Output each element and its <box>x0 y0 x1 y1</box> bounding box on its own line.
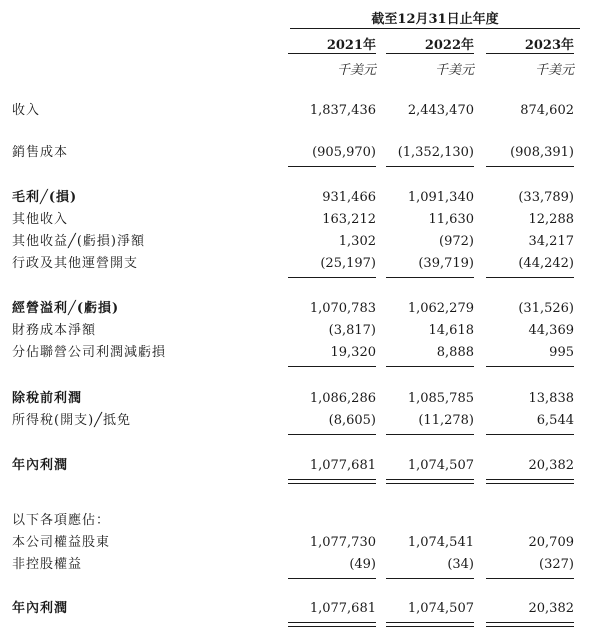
subtotal-rule <box>486 434 574 435</box>
total-double-rule <box>288 622 376 627</box>
row-label: 以下各項應佔： <box>12 513 111 528</box>
subtotal-rule <box>288 366 376 367</box>
row-value-2023: 44,369 <box>528 323 574 338</box>
period-header: 截至12月31日止年度 <box>371 12 499 27</box>
row-value-2021: (905,970) <box>312 145 376 160</box>
row-label: 毛利╱(損) <box>12 190 78 205</box>
table-row-profit-before-tax <box>0 389 597 409</box>
table-row-other-gains <box>0 232 597 252</box>
year-header-2022: 2022年 <box>424 38 474 53</box>
total-double-rule <box>386 622 474 627</box>
row-value-2022: (39,719) <box>418 256 474 271</box>
row-value-2022: (1,352,130) <box>397 145 474 160</box>
row-value-2022: 2,443,470 <box>407 103 474 118</box>
subtotal-rule <box>288 578 376 579</box>
table-row-operating-profit <box>0 299 597 319</box>
row-value-2021: (49) <box>349 557 376 572</box>
table-row-revenue <box>0 101 597 121</box>
subtotal-rule <box>486 166 574 167</box>
row-value-2022: (972) <box>439 234 474 249</box>
row-value-2023: 20,382 <box>528 601 574 616</box>
total-double-rule <box>486 622 574 627</box>
row-value-2021: (3,817) <box>328 323 376 338</box>
row-value-2022: 1,091,340 <box>407 190 474 205</box>
row-value-2022: 1,074,507 <box>407 458 474 473</box>
table-row-non-controlling <box>0 555 597 575</box>
year-header-2023: 2023年 <box>524 38 574 53</box>
row-value-2023: 20,382 <box>528 458 574 473</box>
row-value-2022: (11,278) <box>418 413 474 428</box>
table-row-cost-of-sales <box>0 143 597 163</box>
row-label: 銷售成本 <box>12 145 69 160</box>
row-value-2023: 13,838 <box>528 391 574 406</box>
row-value-2023: 20,709 <box>528 535 574 550</box>
table-row-other-income <box>0 210 597 230</box>
year-rule <box>386 53 474 54</box>
row-label: 收入 <box>12 103 41 118</box>
unit-label-2023: 千美元 <box>534 63 574 78</box>
row-label: 財務成本淨額 <box>12 323 97 338</box>
row-value-2021: 931,466 <box>322 190 376 205</box>
row-label: 年內利潤 <box>12 601 69 616</box>
table-row-profit-for-year-total <box>0 599 597 619</box>
table-row-profit-for-year <box>0 456 597 476</box>
row-value-2023: (908,391) <box>510 145 574 160</box>
row-value-2021: 1,302 <box>338 234 376 249</box>
row-value-2023: (327) <box>539 557 574 572</box>
row-value-2022: 1,085,785 <box>407 391 474 406</box>
row-label: 所得稅(開支)╱抵免 <box>12 413 131 428</box>
subtotal-rule <box>486 366 574 367</box>
subtotal-rule <box>386 166 474 167</box>
row-value-2022: 1,062,279 <box>407 301 474 316</box>
unit-label-2022: 千美元 <box>434 63 474 78</box>
row-value-2022: 1,074,507 <box>407 601 474 616</box>
subtotal-rule <box>386 277 474 278</box>
subtotal-rule <box>288 277 376 278</box>
subtotal-rule <box>386 366 474 367</box>
row-value-2022: 8,888 <box>436 345 474 360</box>
year-rule <box>288 53 376 54</box>
row-value-2021: 1,837,436 <box>309 103 376 118</box>
row-label: 非控股權益 <box>12 557 83 572</box>
subtotal-rule <box>486 578 574 579</box>
year-rule <box>486 53 574 54</box>
row-label: 其他收益╱(虧損)淨額 <box>12 234 145 249</box>
row-value-2021: 1,077,681 <box>309 601 376 616</box>
subtotal-rule <box>386 578 474 579</box>
table-row-income-tax <box>0 411 597 431</box>
table-row-finance-costs <box>0 321 597 341</box>
year-header-2021: 2021年 <box>326 38 376 53</box>
row-value-2023: (31,526) <box>518 301 574 316</box>
row-value-2022: 14,618 <box>428 323 474 338</box>
row-value-2023: 34,217 <box>528 234 574 249</box>
row-label: 除稅前利潤 <box>12 391 83 406</box>
table-row-equity-shareholders <box>0 533 597 553</box>
subtotal-rule <box>288 434 376 435</box>
row-value-2021: 1,077,730 <box>309 535 376 550</box>
row-value-2021: 1,086,286 <box>309 391 376 406</box>
row-value-2021: 1,070,783 <box>309 301 376 316</box>
row-value-2021: (8,605) <box>328 413 376 428</box>
table-row-admin-expenses <box>0 254 597 274</box>
total-double-rule <box>288 479 376 484</box>
table-row-gross-profit <box>0 188 597 208</box>
row-value-2022: 1,074,541 <box>407 535 474 550</box>
table-row-attributable-heading <box>0 511 597 531</box>
total-double-rule <box>486 479 574 484</box>
row-label: 分佔聯營公司利潤減虧損 <box>12 345 167 360</box>
period-rule <box>290 28 580 29</box>
row-label: 行政及其他運營開支 <box>12 256 139 271</box>
unit-label-2021: 千美元 <box>336 63 376 78</box>
row-label: 經營溢利╱(虧損) <box>12 301 120 316</box>
row-value-2023: 874,602 <box>520 103 574 118</box>
row-value-2023: 12,288 <box>528 212 574 227</box>
table-row-share-of-associates <box>0 343 597 363</box>
row-value-2021: 1,077,681 <box>309 458 376 473</box>
subtotal-rule <box>288 166 376 167</box>
row-label: 本公司權益股東 <box>12 535 111 550</box>
subtotal-rule <box>386 434 474 435</box>
row-value-2022: 11,630 <box>428 212 474 227</box>
row-value-2023: 6,544 <box>536 413 574 428</box>
row-label: 其他收入 <box>12 212 69 227</box>
row-label: 年內利潤 <box>12 458 69 473</box>
row-value-2023: 995 <box>549 345 574 360</box>
row-value-2022: (34) <box>447 557 474 572</box>
row-value-2021: (25,197) <box>320 256 376 271</box>
row-value-2021: 163,212 <box>322 212 376 227</box>
row-value-2023: (33,789) <box>518 190 574 205</box>
subtotal-rule <box>486 277 574 278</box>
total-double-rule <box>386 479 474 484</box>
row-value-2023: (44,242) <box>518 256 574 271</box>
row-value-2021: 19,320 <box>330 345 376 360</box>
